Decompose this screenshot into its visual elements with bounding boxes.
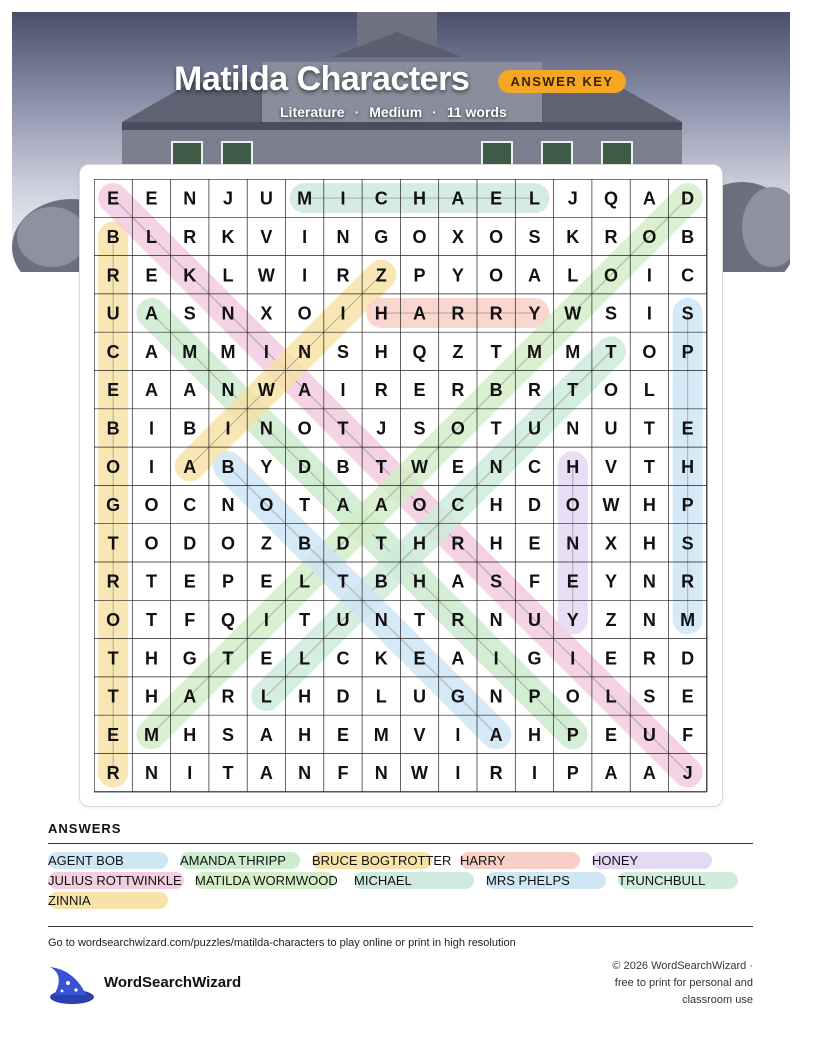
grid-letter: O	[144, 495, 159, 516]
grid-letter: R	[374, 380, 388, 401]
grid-letter: T	[145, 571, 157, 592]
grid-letter: R	[451, 609, 465, 630]
grid-letter: K	[566, 226, 580, 247]
grid-letter: E	[107, 724, 120, 745]
grid-letter: R	[106, 571, 120, 592]
answer-item: AGENT BOB	[48, 852, 168, 869]
grid-letter: P	[222, 571, 235, 592]
grid-letter: U	[413, 686, 427, 707]
grid-letter: I	[570, 648, 576, 669]
grid-letter: A	[144, 341, 158, 362]
grid-letter: N	[566, 533, 580, 554]
grid-letter: A	[642, 188, 656, 209]
grid-letter: M	[143, 724, 159, 745]
grid-letter: U	[527, 609, 541, 630]
grid-letter: N	[489, 609, 503, 630]
grid-letter: D	[527, 495, 541, 516]
grid-letter: H	[642, 495, 656, 516]
grid-letter: R	[336, 265, 350, 286]
wizard-hat-icon	[46, 963, 94, 1012]
grid-letter: I	[225, 418, 231, 439]
grid-letter: I	[340, 188, 346, 209]
grid-letter: J	[223, 188, 234, 209]
grid-letter: T	[222, 763, 234, 784]
grid-letter: H	[681, 456, 695, 477]
grid-letter: N	[144, 763, 158, 784]
grid-letter: U	[642, 724, 656, 745]
grid-letter: I	[302, 226, 308, 247]
grid-letter: X	[605, 533, 618, 554]
grid-letter: N	[489, 456, 503, 477]
grid-letter: H	[374, 341, 388, 362]
grid-letter: T	[490, 341, 502, 362]
grid-letter: A	[451, 648, 465, 669]
grid-letter: N	[221, 495, 235, 516]
answer-item: HONEY	[592, 852, 712, 869]
grid-letter: I	[148, 418, 154, 439]
grid-letter: I	[263, 341, 269, 362]
grid-letter: N	[489, 686, 503, 707]
grid-letter: E	[490, 188, 503, 209]
grid-letter: I	[340, 380, 346, 401]
answer-item: HARRY	[460, 852, 580, 869]
grid-letter: B	[374, 571, 388, 592]
grid-letter: E	[413, 380, 426, 401]
grid-letter: I	[340, 303, 346, 324]
answer-item: JULIUS ROTTWINKLE	[48, 872, 184, 889]
grid-letter: Y	[566, 609, 579, 630]
grid-letter: R	[527, 380, 541, 401]
grid-letter: M	[182, 341, 198, 362]
grid-letter: S	[643, 686, 656, 707]
grid-letter: F	[682, 724, 694, 745]
grid-letter: A	[144, 303, 158, 324]
grid-letter: R	[451, 533, 465, 554]
grid-letter: I	[455, 763, 461, 784]
grid-letter: T	[107, 533, 119, 554]
grid-letter: S	[605, 303, 618, 324]
grid-letter: O	[106, 609, 121, 630]
grid-letter: K	[183, 265, 197, 286]
answer-item: AMANDA THRIPP	[180, 852, 300, 869]
grid-letter: O	[144, 533, 159, 554]
grid-letter: D	[681, 648, 695, 669]
grid-letter: I	[531, 763, 537, 784]
grid-letter: O	[642, 226, 657, 247]
grid-letter: Z	[375, 265, 387, 286]
grid-letter: L	[299, 648, 311, 669]
answers-top-divider	[48, 843, 753, 844]
grid-letter: I	[302, 265, 308, 286]
answer-item: MRS PHELPS	[486, 872, 606, 889]
answer-key-badge: ANSWER KEY	[498, 70, 626, 93]
grid-letter: Y	[528, 303, 541, 324]
word-search-grid	[94, 179, 708, 793]
grid-letter: L	[605, 686, 617, 707]
grid-letter: A	[451, 571, 465, 592]
grid-letter: O	[489, 226, 504, 247]
grid-letter: C	[183, 495, 197, 516]
grid-letter: C	[336, 648, 350, 669]
grid-letter: H	[527, 724, 541, 745]
grid-letter: E	[566, 571, 579, 592]
grid-letter: U	[106, 303, 120, 324]
grid-letter: F	[337, 763, 349, 784]
answer-item: MATILDA WORMWOOD	[195, 873, 338, 888]
grid-letter: T	[337, 571, 349, 592]
grid-letter: T	[145, 609, 157, 630]
grid-letter: W	[411, 456, 429, 477]
grid-letter: A	[259, 724, 273, 745]
grid-letter: O	[604, 265, 619, 286]
grid-letter: B	[298, 533, 312, 554]
grid-letter: D	[298, 456, 312, 477]
grid-letter: T	[299, 609, 311, 630]
grid-letter: M	[297, 188, 313, 209]
grid-letter: R	[451, 303, 465, 324]
footer-link[interactable]: Go to wordsearchwizard.com/puzzles/matilda-characters to play online or print in high resolution	[48, 937, 516, 949]
grid-letter: C	[374, 188, 388, 209]
grid-letter: K	[221, 226, 235, 247]
grid-letter: E	[605, 648, 618, 669]
grid-letter: F	[184, 609, 196, 630]
grid-letter: M	[565, 341, 581, 362]
grid-letter: V	[413, 724, 426, 745]
grid-letter: S	[490, 571, 503, 592]
grid-letter: N	[221, 303, 235, 324]
grid-letter: W	[411, 763, 429, 784]
grid-letter: Z	[605, 609, 617, 630]
grid-letter: E	[681, 418, 694, 439]
grid-letter: O	[412, 226, 427, 247]
grid-letter: H	[642, 533, 656, 554]
grid-letter: B	[106, 418, 120, 439]
grid-letter: H	[144, 686, 158, 707]
grid-letter: B	[106, 226, 120, 247]
puzzle-meta: Literature · Medium · 11 words	[280, 104, 507, 120]
grid-letter: L	[375, 686, 387, 707]
grid-letter: O	[489, 265, 504, 286]
grid-letter: P	[566, 763, 579, 784]
word-count-label: 11 words	[446, 104, 507, 120]
answers-heading: ANSWERS	[48, 821, 122, 836]
grid-letter: V	[605, 456, 618, 477]
grid-letter: R	[489, 303, 503, 324]
grid-canvas	[94, 179, 708, 793]
grid-letter: N	[298, 341, 312, 362]
grid-letter: X	[260, 303, 273, 324]
grid-letter: H	[413, 533, 427, 554]
grid-letter: O	[604, 380, 619, 401]
grid-letter: Y	[260, 456, 273, 477]
page-title: Matilda Characters	[174, 60, 470, 98]
grid-letter: O	[450, 418, 465, 439]
grid-letter: B	[183, 418, 197, 439]
grid-letter: A	[527, 265, 541, 286]
grid-letter: S	[183, 303, 196, 324]
grid-letter: T	[490, 418, 502, 439]
grid-letter: Y	[605, 571, 618, 592]
grid-letter: L	[643, 380, 655, 401]
grid-letter: M	[526, 341, 542, 362]
grid-letter: D	[336, 686, 350, 707]
grid-letter: E	[145, 265, 158, 286]
grid-letter: Q	[412, 341, 427, 362]
grid-letter: N	[221, 380, 235, 401]
grid-letter: A	[642, 763, 656, 784]
grid-letter: G	[450, 686, 465, 707]
grid-letter: N	[336, 226, 350, 247]
grid-letter: A	[183, 686, 197, 707]
grid-letter: C	[681, 265, 695, 286]
grid-letter: R	[221, 686, 235, 707]
grid-letter: N	[374, 763, 388, 784]
grid-letter: I	[263, 609, 269, 630]
copyright-line: © 2026 WordSearchWizard ·	[612, 960, 753, 972]
grid-letter: O	[642, 341, 657, 362]
grid-letter: H	[413, 571, 427, 592]
grid-letter: L	[222, 265, 234, 286]
grid-letter: E	[260, 648, 273, 669]
grid-letter: S	[222, 724, 235, 745]
grid-letter: E	[107, 380, 120, 401]
grid-letter: W	[564, 303, 582, 324]
grid-letter: I	[187, 763, 193, 784]
grid-letter: O	[565, 686, 580, 707]
copyright-line: classroom use	[682, 994, 753, 1006]
grid-letter: W	[257, 380, 275, 401]
grid-letter: B	[681, 226, 695, 247]
grid-letter: J	[376, 418, 387, 439]
grid-letter: O	[565, 495, 580, 516]
grid-letter: U	[336, 609, 350, 630]
grid-letter: P	[566, 724, 579, 745]
grid-letter: O	[221, 533, 236, 554]
grid-letter: E	[451, 456, 464, 477]
grid-letter: R	[489, 763, 503, 784]
grid-letter: P	[681, 495, 694, 516]
grid-letter: A	[259, 763, 273, 784]
grid-letter: A	[144, 380, 158, 401]
grid-letter: G	[106, 495, 121, 516]
answer-item: TRUNCHBULL	[618, 872, 738, 889]
grid-letter: M	[373, 724, 389, 745]
grid-letter: R	[681, 571, 695, 592]
grid-letter: E	[528, 533, 541, 554]
grid-letter: A	[604, 763, 618, 784]
grid-letter: P	[528, 686, 541, 707]
grid-letter: S	[413, 418, 426, 439]
grid-letter: A	[451, 188, 465, 209]
grid-letter: J	[682, 763, 693, 784]
grid-letter: H	[489, 495, 503, 516]
grid-letter: B	[336, 456, 350, 477]
answer-item: ZINNIA	[48, 892, 168, 909]
grid-letter: N	[183, 188, 197, 209]
grid-letter: B	[221, 456, 235, 477]
grid-letter: W	[602, 495, 620, 516]
grid-letter: L	[260, 686, 272, 707]
grid-letter: H	[566, 456, 580, 477]
grid-letter: N	[642, 571, 656, 592]
grid-letter: C	[451, 495, 465, 516]
grid-letter: R	[106, 763, 120, 784]
brand-name: WordSearchWizard	[104, 974, 242, 991]
grid-letter: V	[260, 226, 273, 247]
grid-letter: R	[106, 265, 120, 286]
grid-letter: N	[374, 609, 388, 630]
grid-letter: T	[222, 648, 234, 669]
grid-letter: Z	[452, 341, 464, 362]
grid-letter: C	[106, 341, 120, 362]
grid-letter: G	[527, 648, 542, 669]
grid-letter: D	[336, 533, 350, 554]
grid-letter: H	[298, 686, 312, 707]
grid-letter: O	[297, 303, 312, 324]
grid-letter: E	[413, 648, 426, 669]
grid-letter: R	[642, 648, 656, 669]
grid-letter: H	[298, 724, 312, 745]
answers-bottom-divider	[48, 926, 753, 927]
grid-letter: F	[528, 571, 540, 592]
grid-letter: E	[260, 571, 273, 592]
grid-letter: G	[374, 226, 389, 247]
grid-letter: I	[646, 303, 652, 324]
grid-letter: E	[107, 188, 120, 209]
grid-letter: E	[336, 724, 349, 745]
grid-letter: A	[374, 495, 388, 516]
category-label: Literature	[280, 104, 345, 120]
grid-letter: N	[566, 418, 580, 439]
grid-letter: T	[643, 418, 655, 439]
grid-letter: S	[528, 226, 541, 247]
grid-letter: T	[643, 456, 655, 477]
grid-letter: M	[220, 341, 236, 362]
grid-letter: T	[107, 686, 119, 707]
grid-letter: E	[605, 724, 618, 745]
grid-letter: I	[148, 456, 154, 477]
grid-letter: C	[527, 456, 541, 477]
grid-letter: I	[493, 648, 499, 669]
grid-letter: A	[489, 724, 503, 745]
grid-letter: T	[299, 495, 311, 516]
grid-letter: L	[528, 188, 540, 209]
grid-letter: I	[646, 265, 652, 286]
grid-letter: A	[183, 380, 197, 401]
grid-letter: T	[567, 380, 579, 401]
grid-letter: O	[297, 418, 312, 439]
grid-letter: O	[106, 456, 121, 477]
grid-letter: U	[259, 188, 273, 209]
grid-letter: T	[107, 648, 119, 669]
grid-letter: E	[145, 188, 158, 209]
grid-letter: Z	[260, 533, 272, 554]
grid-letter: H	[374, 303, 388, 324]
grid-letter: E	[681, 686, 694, 707]
grid-letter: Q	[221, 609, 236, 630]
answer-item: BRUCE BOGTROTTER	[312, 853, 452, 868]
copyright-notice	[553, 958, 753, 1009]
grid-letter: T	[375, 456, 387, 477]
grid-letter: L	[567, 265, 579, 286]
grid-letter: P	[413, 265, 426, 286]
grid-letter: D	[183, 533, 197, 554]
grid-letter: T	[414, 609, 426, 630]
grid-letter: H	[183, 724, 197, 745]
grid-letter: N	[298, 763, 312, 784]
answer-item: MICHAEL	[354, 872, 474, 889]
copyright-line: free to print for personal and	[614, 977, 753, 989]
difficulty-label: Medium	[369, 104, 423, 120]
grid-letter: H	[413, 188, 427, 209]
grid-letter: O	[259, 495, 274, 516]
grid-letter: A	[298, 380, 312, 401]
grid-letter: J	[567, 188, 578, 209]
grid-letter: A	[336, 495, 350, 516]
grid-letter: Y	[451, 265, 464, 286]
grid-letter: L	[299, 571, 311, 592]
grid-letter: T	[605, 341, 617, 362]
grid-letter: T	[375, 533, 387, 554]
grid-letter: L	[145, 226, 157, 247]
grid-letter: H	[489, 533, 503, 554]
grid-letter: G	[182, 648, 197, 669]
grid-letter: R	[604, 226, 618, 247]
grid-letter: N	[642, 609, 656, 630]
grid-letter: U	[604, 418, 618, 439]
grid-letter: Q	[604, 188, 619, 209]
grid-letter: E	[183, 571, 196, 592]
grid-letter: N	[259, 418, 273, 439]
grid-letter: U	[527, 418, 541, 439]
grid-letter: R	[451, 380, 465, 401]
grid-letter: I	[455, 724, 461, 745]
grid-letter: M	[680, 609, 696, 630]
grid-letter: R	[183, 226, 197, 247]
grid-letter: S	[681, 533, 694, 554]
grid-letter: B	[489, 380, 503, 401]
grid-letter: D	[681, 188, 695, 209]
grid-letter: S	[336, 341, 349, 362]
grid-letter: O	[412, 495, 427, 516]
grid-letter: A	[183, 456, 197, 477]
grid-letter: T	[337, 418, 349, 439]
grid-letter: A	[413, 303, 427, 324]
grid-letter: K	[374, 648, 388, 669]
grid-letter: W	[257, 265, 275, 286]
grid-letter: H	[144, 648, 158, 669]
grid-letter: P	[681, 341, 694, 362]
grid-letter: X	[451, 226, 464, 247]
grid-letter: S	[681, 303, 694, 324]
